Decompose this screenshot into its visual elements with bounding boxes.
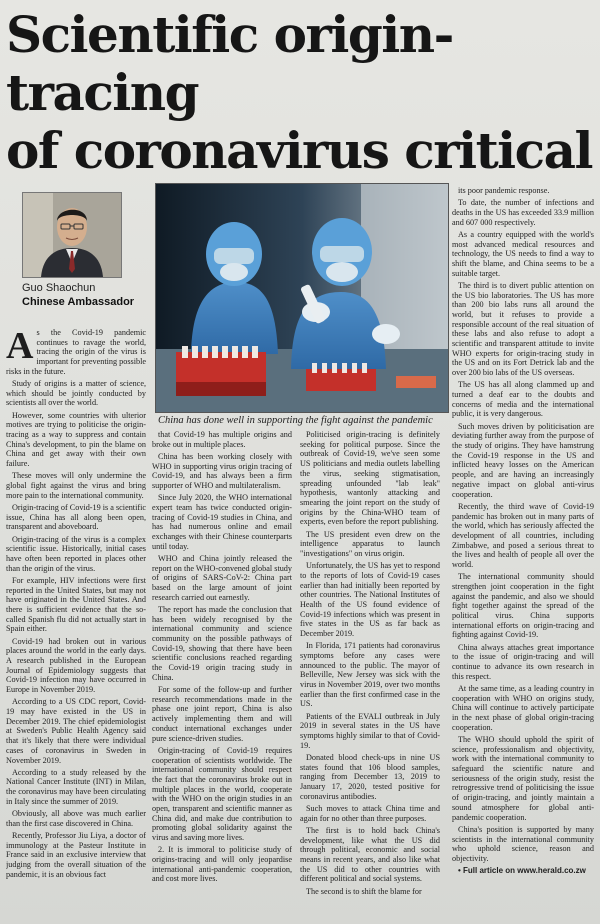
article-paragraph: Study of origins is a matter of science, which should be jointly conducted by scientists all over the world. xyxy=(6,379,146,408)
article-paragraph xyxy=(6,328,146,377)
article-paragraph: In Florida, 171 patients had coronavirus symptoms before any cases were announced to the public. The mayor of Belleville, New Jersey was sick with the virus in November 2019, over two months earlier than the first confirmed case in the US. xyxy=(300,641,440,709)
article-paragraph: WHO and China jointly released the report on the WHO-convened global study of origins of SARS-CoV-2: China part based on the large amount of joint research carried out earnestly. xyxy=(152,553,292,602)
article-paragraph: Politicised origin-tracing is definitely seeking for political purpose. Since the outbreak of Covid-19, we've seen some US politicians and media outlets labelling the virus, seeking stigmatisation, spreading unfounded "lab leak" hypothesis, wantonly attacking and smearing the joint report on the study of origins by the China-WHO team of experts, even before the report publishing. xyxy=(300,430,440,527)
article-paragraph: Such moves driven by politicisation are deviating further away from the purpose of the study of origins. They have hamstrung the Covid-19 response in the US and inflicted heavy losses on the American people, and are having an increasingly negative impact on global anti-virus cooperation. xyxy=(452,421,594,499)
article-paragraph: Origin-tracing of the virus is a complex scientific issue. Historically, initial cases have often been reported in places other than the origin of the virus. xyxy=(6,534,146,573)
article-paragraph: Recently, the third wave of Covid-19 pandemic has broken out in many parts of the world, which has seriously affected the development of all countries, including Zimbabwe, and posed a serious threat to the lives and health of people all over the world. xyxy=(452,501,594,570)
article-paragraph: Donated blood check-ups in nine US states found that 106 blood samples, ranging from December 13, 2019 to January 17, 2020, tested positive for coronavirus antibodies. xyxy=(300,753,440,801)
article-paragraph-text: s the Covid-19 pandemic continues to ravage the world, tracing the origin of the virus is important for preventing possible risks in the future. xyxy=(6,328,146,376)
article-paragraph: According to a study released by the National Cancer Institute (INT) in Milan, the coronavirus may have been circulating in Italy since the summer of 2019. xyxy=(6,767,146,806)
article-paragraph: Patients of the EVALI outbreak in July 2019 in several states in the US have symptoms highly similar to that of Covid-19. xyxy=(300,711,440,750)
article-paragraph: To date, the number of infections and deaths in the US has exceeded 33.9 million and 607 000 respectively. xyxy=(452,198,594,227)
article-paragraph: For example, HIV infections were first reported in the United States, but may not have originated in the United States. And there is sufficient evidence that the so-called Spanish flu did not actually start in Spain either. xyxy=(6,575,146,634)
article-paragraph: At the same time, as a leading country in cooperation with WHO on origins study, China will continue to actively participate in the next phase of global origin-tracing cooperation. xyxy=(452,683,594,732)
byline xyxy=(22,281,148,309)
article-paragraph: Covid-19 had broken out in various places around the world in the early days. A research published in the European Journal of Epidemiology suggests that Covid-19 infection may have occurred in Europe in November 2019. xyxy=(6,636,146,695)
article-paragraph: 2. It is immoral to politicise study of origins-tracing and will only jeopardise international anti-pandemic cooperation, and cost more lives. xyxy=(152,845,292,884)
article-paragraph: According to a US CDC report, Covid-19 may have existed in the US in December 2019. The chief epidemiologist at Sweden's Public Health Agency said that it's likely that there were individual cases of coronavirus in Sweden in November 2019. xyxy=(6,697,146,765)
author-portrait-image xyxy=(23,193,121,277)
article-paragraph: The US president even drew on the intelligence apparatus to launch "investigations" on virus origin. xyxy=(300,529,440,558)
article-column-3 xyxy=(300,430,440,924)
article-paragraph: The WHO should uphold the spirit of science, professionalism and objectivity, work with the international community to safeguard the scientific nature and seriousness of the origin study, resist the retrogressive trend of politicising the issue of origin-tracing, and jointly maintain a sound atmosphere for global anti-pandemic cooperation. xyxy=(452,734,594,822)
article-paragraph: China's position is supported by many scientists in the international community who uphold science, reason and objectivity. xyxy=(452,824,594,863)
article-paragraph: As a country equipped with the world's most advanced medical resources and technology, the US needs to find a way to shift the blame, and China seems to be a suitable target. xyxy=(452,229,594,278)
author-portrait xyxy=(22,192,122,278)
full-article-link[interactable]: • Full article on www.herald.co.zw xyxy=(458,866,586,876)
article-paragraph: Since July 2020, the WHO international expert team has twice conducted origin-tracing of Covid-19 studies in China, and has had numerous online and email exchanges with their Chinese counterparts until today. xyxy=(152,493,292,551)
article-column-4 xyxy=(452,186,594,924)
article-paragraph: For some of the follow-up and further research recommendations made in the phase one joint report, China is also actively implementing them and will conduct international exchanges under pure science-driven studies. xyxy=(152,685,292,743)
author-name: Guo Shaochun xyxy=(22,282,96,294)
article-paragraph: Such moves to attack China time and again for no other than three purposes. xyxy=(300,804,440,823)
article-paragraph: China always attaches great importance to the issue of origin-tracing and will continue to advance its own research in this respect. xyxy=(452,642,594,681)
headline-line-1: Scientific origin-tracing xyxy=(6,5,453,122)
article-paragraph: that Covid-19 has multiple origins and broke out in multiple places. xyxy=(152,430,292,449)
article-paragraph: The first is to hold back China's development, like what the US did through political, economic and social means in recent years, and also like what the US did to other countries with different political and social systems. xyxy=(300,825,440,884)
lab-photo xyxy=(155,183,449,413)
article-paragraph: The US has all along clammed up and turned a deaf ear to the doubts and concerns of media and the international public, it is very dangerous. xyxy=(452,380,594,419)
article-paragraph: China has been working closely with WHO in supporting virus origin tracing of Covid-19, and has always been a firm supporter of WHO and multilateralism. xyxy=(152,451,292,491)
article-paragraph: its poor pandemic response. xyxy=(458,186,550,195)
article-paragraph: The international community should strengthen joint cooperation in the fight against the pandemic, and also we should fight together against the spread of the political virus. China supports international efforts on origin-tracing and fighting against Covid-19. xyxy=(452,572,594,640)
photo-caption: China has done well in supporting the fight against the pandemic xyxy=(158,415,433,426)
drop-cap: A xyxy=(6,328,34,367)
author-title: Chinese Ambassador xyxy=(22,296,135,308)
article-paragraph: These moves will only undermine the global fight against the virus and bring more pain to the international community. xyxy=(6,471,146,500)
article-paragraph: The third is to divert public attention on the US bio laboratories. The US has more than 200 bio labs runs all around the world, but it refuses to provide a responsible account of the real situation of these labs and also refuse to adopt a scientific and transparent attitude to invite WHO experts for origin-tracing study in the US and on its Fort Detrick lab and the over 200 bio labs of the US overseas. xyxy=(452,280,594,378)
article-column-2 xyxy=(152,430,292,924)
article-paragraph: The second is to shift the blame for xyxy=(306,886,422,896)
lab-photo-image xyxy=(156,184,448,412)
article-paragraph: However, some countries with ulterior motives are trying to politicise the origin-tracing as a way to suppress and contain China's development, to pin the blame on China and get away with their own failure. xyxy=(6,410,146,469)
article-paragraph: Origin-tracing of Covid-19 requires cooperation of scientists worldwide. The international community should respect the fact that the coronavirus broke out in multiple places in the world, cooperate with the WHO on the origin studies in an open, transparent and scientific manner as China did, and make due contribution to promoting global solidarity against the virus and saving more lives. xyxy=(152,745,292,843)
article-paragraph: Obviously, all above was much earlier than the first case discovered in China. xyxy=(6,809,146,828)
article-paragraph: Unfortunately, the US has yet to respond to the reports of lots of Covid-19 cases earlier than had initially been reported by other countries. The National Institutes of Health of the US found evidence of Covid-19 infections which was present in five states in the US as far back as December 2019. xyxy=(300,561,440,639)
article-paragraph: Origin-tracing of Covid-19 is a scientific issue, China has all along been open, transparent and aboveboard. xyxy=(6,502,146,532)
article-paragraph: The report has made the conclusion that has been widely recognised by the international community and science community on the possible pathways of Covid-19, showing that there have been scientific conclusions reached regarding the Covid-19 origin tracing study in China. xyxy=(152,604,292,682)
headline-line-2: of coronavirus critical xyxy=(6,121,593,180)
headline xyxy=(6,6,596,180)
article-paragraph: Recently, Professor Jiu Liya, a doctor of immunology at the Pasteur Institute in France said in an exclusive interview that judging from the overall situation of the pandemic, it is an obvious fact xyxy=(6,830,146,879)
article-column-1 xyxy=(6,328,146,924)
